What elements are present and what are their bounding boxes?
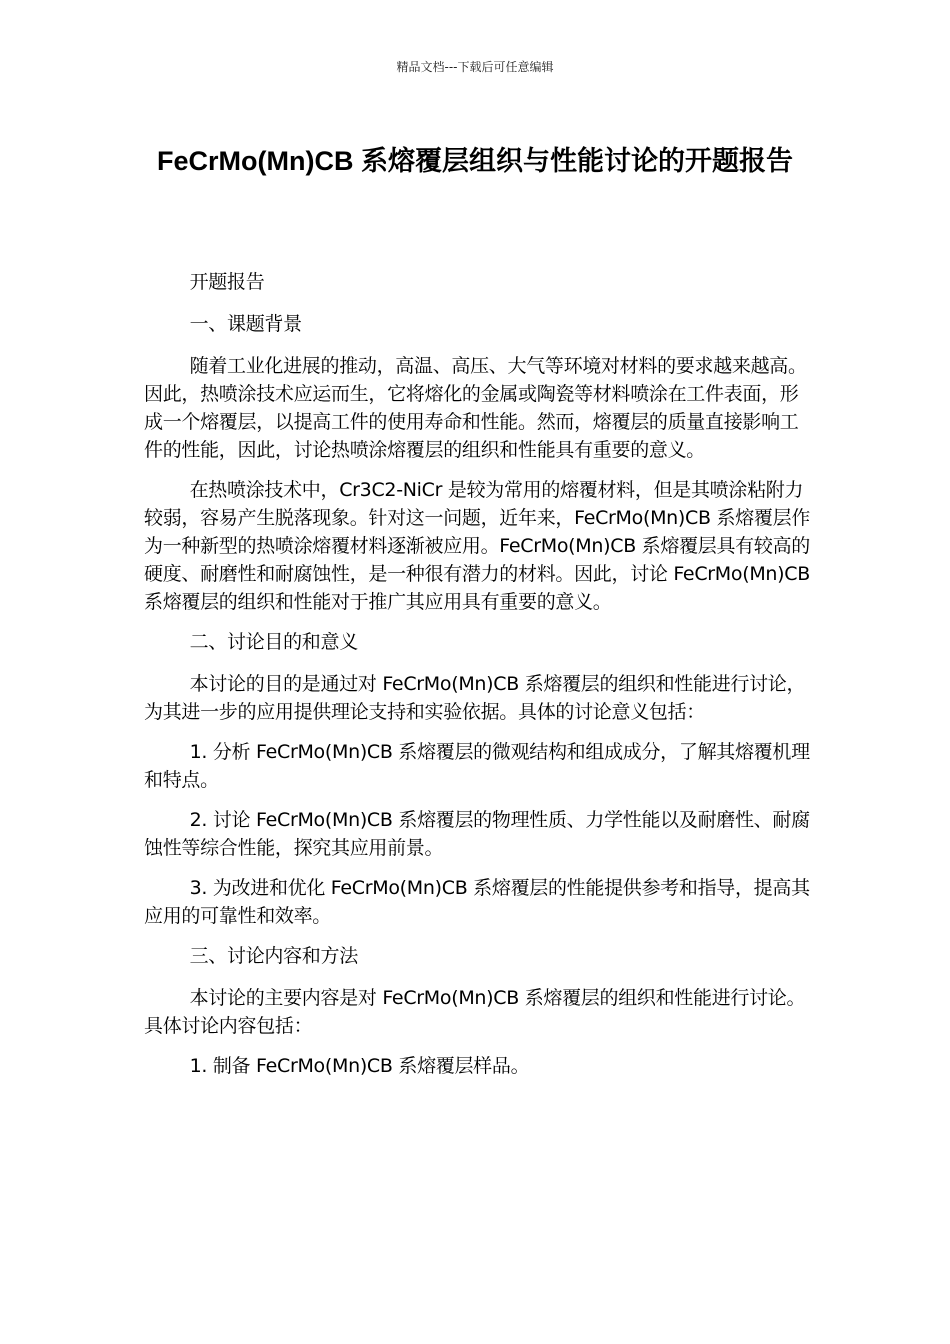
list-item-purpose-2: 2. 讨论 FeCrMo(Mn)CB 系熔覆层的物理性质、力学性能以及耐磨性、耐腐蚀性等综合性能，探究其应用前景。 xyxy=(144,809,810,859)
list-item-content-1: 1. 制备 FeCrMo(Mn)CB 系熔覆层样品。 xyxy=(189,1055,530,1077)
page-header-note: 精品文档---下载后可任意编辑 xyxy=(396,60,554,74)
paragraph-background-1: 随着工业化进展的推动，高温、高压、大气等环境对材料的要求越来越高。因此，热喷涂技术应运而生，它将熔化的金属或陶瓷等材料喷涂在工件表面，形成一个熔覆层，以提高工件的使用寿命和性能。然而，熔覆层的质量直接影响工件的性能，因此，讨论热喷涂熔覆层的组织和性能具有重要的意义。 xyxy=(144,355,807,461)
paragraph-purpose: 本讨论的目的是通过对 FeCrMo(Mn)CB 系熔覆层的组织和性能进行讨论，为其进一步的应用提供理论支持和实验依据。具体的讨论意义包括： xyxy=(144,673,806,723)
section-heading-background: 一、课题背景 xyxy=(189,313,302,335)
paragraph-background-2: 在热喷涂技术中，Cr3C2-NiCr 是较为常用的熔覆材料，但是其喷涂粘附力较弱，容易产生脱落现象。针对这一问题，近年来，FeCrMo(Mn)CB 系熔覆层作为一种新型的热喷涂熔覆材料逐渐被应用。FeCrMo(Mn)CB 系熔覆层具有较高的硬度、耐磨性和耐腐蚀性，是一种很有潜力的材料。因此，讨论 FeCrMo(Mn)CB 系熔覆层的组织和性能对于推广其应用具有重要的意义。 xyxy=(144,479,810,613)
document-body xyxy=(144,268,812,1092)
list-item-purpose-3: 3. 为改进和优化 FeCrMo(Mn)CB 系熔覆层的性能提供参考和指导，提高其应用的可靠性和效率。 xyxy=(144,877,810,927)
document-title: FeCrMo(Mn)CB 系熔覆层组织与性能讨论的开题报告 xyxy=(157,146,793,176)
paragraph-content: 本讨论的主要内容是对 FeCrMo(Mn)CB 系熔覆层的组织和性能进行讨论。具体讨论内容包括： xyxy=(144,987,806,1037)
section-label-proposal: 开题报告 xyxy=(189,271,265,293)
section-heading-purpose: 二、讨论目的和意义 xyxy=(189,631,358,653)
list-item-purpose-1: 1. 分析 FeCrMo(Mn)CB 系熔覆层的微观结构和组成成分，了解其熔覆机理和特点。 xyxy=(144,741,810,791)
section-heading-content-methods: 三、讨论内容和方法 xyxy=(189,945,358,967)
